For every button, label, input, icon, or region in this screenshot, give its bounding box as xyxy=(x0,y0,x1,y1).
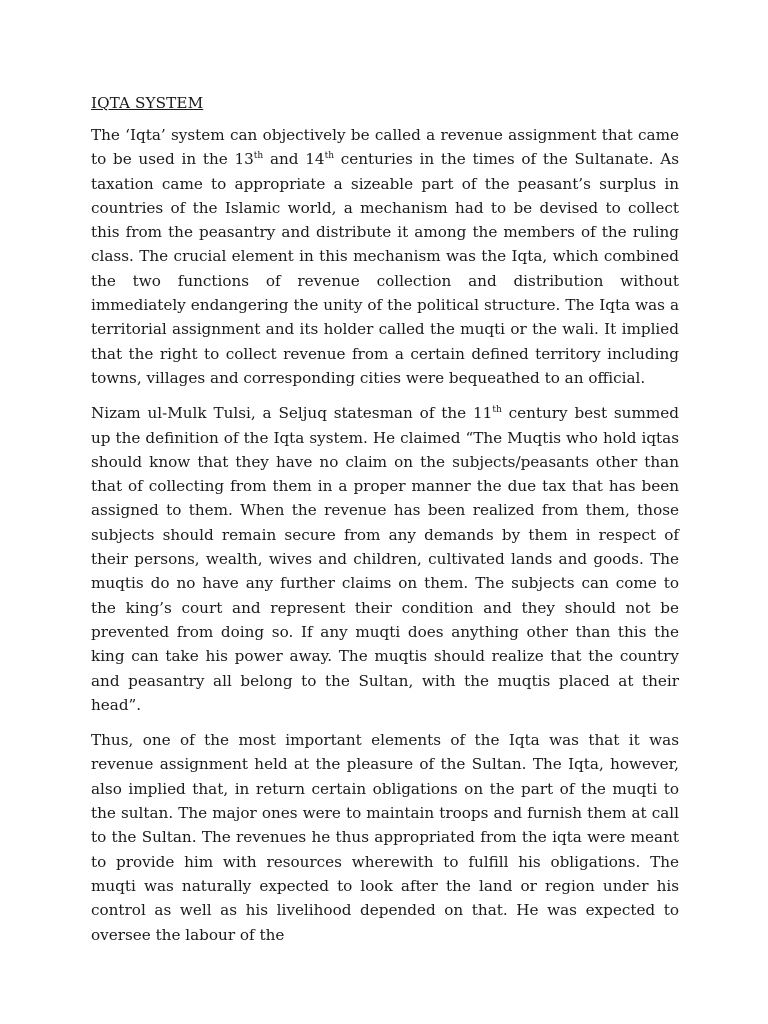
paragraph-2-sup-1: th xyxy=(492,405,502,416)
paragraph-1-text-a: The ‘Iqta’ system can objectively be called a revenue assignment that came to be used in the 13 xyxy=(91,126,679,169)
paragraph-1-text-b: and 14 xyxy=(263,150,325,169)
paragraph-2-text-b: century best summed up the definition of the Iqta system. He claimed “The Muqtis who hold iqtas should know that they have no claim on the subjects/peasants other than that of collecting from them in a proper manner the due tax that has been assigned to them. When the revenue has been realized from them, those subjects should remain secure from any demands by them in respect of their persons, wealth, wives and children, cultivated lands and goods. The muqtis do no have any further claims on them. The subjects can come to the king’s court and represent their condition and they should not be prevented from doing so. If any muqti does anything other than this the king can take his power away. The muqtis should realize that the country and peasantry all belong to the Sultan, with the muqtis placed at their head”. xyxy=(91,404,679,714)
paragraph-1-sup-1: th xyxy=(253,151,264,162)
paragraph-2 xyxy=(91,401,679,717)
paragraph-2-text-a: Nizam ul-Mulk Tulsi, a Seljuq statesman of the 11 xyxy=(91,404,493,423)
document-page xyxy=(91,93,679,958)
paragraph-1-text-c: centuries in the times of the Sultanate. As taxation came to appropriate a sizeable part of the peasant’s surplus in countries of the Islamic world, a mechanism had to be devised to collect this from the peasantry and distribute it among the members of the ruling class. The crucial element in this mechanism was the Iqta, which combined the two functions of revenue collection and distribution without immediately endangering the unity of the political structure. The Iqta was a territorial assignment and its holder called the muqti or the wali. It implied that the right to collect revenue from a certain defined territory including towns, villages and corresponding cities were bequeathed to an official. xyxy=(91,150,679,387)
document-title: IQTA SYSTEM xyxy=(91,94,204,112)
paragraph-3: Thus, one of the most important elements of the Iqta was that it was revenue assignment held at the pleasure of the Sultan. The Iqta, however, also implied that, in return certain obligations on the part of the muqti to the sultan. The major ones were to maintain troops and furnish them at call to the Sultan. The revenues he thus appropriated from the iqta were meant to provide him with resources wherewith to fulfill his obligations. The muqti was naturally expected to look after the land or region under his control as well as his livelihood depended on that. He was expected to oversee the labour of the xyxy=(91,731,679,944)
paragraph-1 xyxy=(91,123,679,390)
paragraph-1-sup-2: th xyxy=(324,151,334,162)
